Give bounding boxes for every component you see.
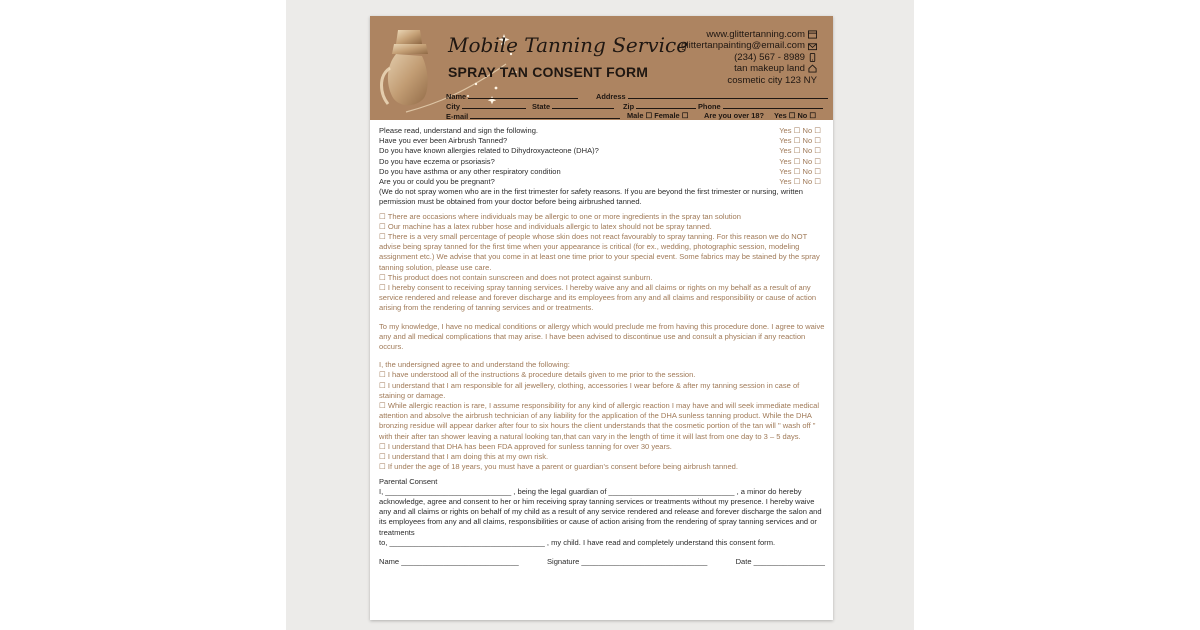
- question-row: [379, 146, 825, 156]
- phone-icon: [808, 53, 817, 62]
- agreement-list: [379, 370, 825, 472]
- disclaimer-item[interactable]: ☐ This product does not contain sunscreen and does not protect against sunburn.: [379, 272, 653, 282]
- field-city[interactable]: City: [446, 101, 526, 111]
- signature-field[interactable]: Signature ______________________________: [547, 556, 708, 566]
- yes-no-checkbox[interactable]: Yes ☐ No ☐: [779, 146, 821, 156]
- field-name[interactable]: Name: [446, 91, 578, 101]
- questions-intro-row: [379, 126, 825, 136]
- agreement-item[interactable]: ☐ If under the age of 18 years, you must have a parent or guardian's consent before being airbrush tanned.: [379, 462, 738, 472]
- form-title: SPRAY TAN CONSENT FORM: [448, 64, 649, 80]
- web-icon: [808, 30, 817, 39]
- question-text: Are you or could you be pregnant?: [379, 177, 495, 187]
- field-email[interactable]: E-mail: [446, 111, 620, 121]
- signature-row: [379, 557, 825, 567]
- disclaimer-list: [379, 212, 825, 314]
- contact-website: www.glittertanning.com: [681, 29, 817, 40]
- agreement-item[interactable]: ☐ I have understood all of the instructions & procedure details given to me prior to the session.: [379, 370, 696, 380]
- parental-consent-heading: Parental Consent: [379, 476, 438, 486]
- yes-no-checkbox[interactable]: Yes ☐ No ☐: [779, 136, 821, 146]
- parental-consent-body[interactable]: I, ______________________________ , being the legal guardian of ______________________________ , a minor do hereby acknowledge, agree and consent to her or him receiving spray tanning services or treatments without my presence. I hereby waive any and all claims or rights on behalf of my child as a result of any service rendered and release and forever discharge the salon and its employees from any and all claims, responsibilities or cause of action arising from the rendering of spray tanning services and or treatments: [379, 486, 822, 537]
- field-over-18[interactable]: Are you over 18?: [704, 111, 764, 120]
- disclaimer-item[interactable]: ☐ Our machine has a latex rubber hose and individuals allergic to latex should not be spray tanned.: [379, 221, 712, 231]
- contact-email: glittertanpainting@email.com: [681, 40, 817, 51]
- disclaimer-item[interactable]: ☐ I hereby consent to receiving spray tanning services. I hereby waive any and all claims or rights on my behalf as a result of any service rendered and release and forever discharge and its employees from any and all claims and responsibility or cause of action arising from the rendering of tanning services and or treatments.: [379, 283, 817, 313]
- form-body: [379, 126, 825, 567]
- parental-consent-to-line[interactable]: to, _____________________________________ , my child. I have read and completely understand this consent form.: [379, 537, 776, 547]
- agreement-intro: I, the undersigned agree to and understand the following:: [379, 360, 570, 370]
- question-row: [379, 136, 825, 146]
- knowledge-paragraph: To my knowledge, I have no medical conditions or allergy which would preclude me from having this procedure done. I agree to waive any and all medical complications that may arise. I have been advised to discontinue use and consult a physician if any reaction occurs.: [379, 321, 825, 352]
- disclaimer-item[interactable]: ☐ There is a very small percentage of people whose skin does not react favourably to spray tanning. For this reason we do NOT advise being spray tanned for the first time when your appearance is critical (for ex., wedding, photographic session, modeling assignment etc.) We advise that you come in at least one time prior to your special event. Some fabrics may be stained by the spray tanning solution, please use care.: [379, 232, 820, 272]
- question-text: Have you ever been Airbrush Tanned?: [379, 136, 508, 146]
- date-field[interactable]: Date _________________: [735, 556, 825, 566]
- yes-no-checkbox[interactable]: Yes ☐ No ☐: [779, 177, 821, 187]
- field-zip[interactable]: Zip: [623, 101, 696, 111]
- questions-intro: Please read, understand and sign the following.: [379, 126, 539, 135]
- consent-form-flyer: [370, 16, 833, 620]
- question-text: Do you have eczema or psoriasis?: [379, 156, 495, 166]
- name-signature-field[interactable]: Name ____________________________: [379, 556, 519, 566]
- mail-icon: [808, 42, 817, 51]
- agreement-item[interactable]: ☐ I understand that DHA has been FDA approved for sunless tanning for over 30 years.: [379, 441, 672, 451]
- contact-info: [681, 29, 817, 86]
- form-header: [370, 16, 833, 120]
- agreement-item[interactable]: ☐ I understand that I am responsible for all jewellery, clothing, accessories I wear before & after my tanning session in case of staining or damage.: [379, 380, 800, 400]
- question-row: [379, 177, 825, 187]
- question-text: Do you have known allergies related to Dihydroxyacteone (DHA)?: [379, 146, 599, 156]
- home-icon: [808, 64, 817, 73]
- disclaimer-item[interactable]: ☐ There are occasions where individuals may be allergic to one or more ingredients in the spray tan solution: [379, 211, 741, 221]
- pregnancy-note: (We do not spray women who are in the first trimester for safety reasons. If you are beyond the first trimester or nursing, written permission must be obtained from your doctor before being airbrushed tanned.: [379, 187, 803, 207]
- agreement-item[interactable]: ☐ I understand that I am doing this at my own risk.: [379, 452, 549, 462]
- field-phone[interactable]: Phone: [698, 101, 823, 111]
- contact-phone: (234) 567 - 8989: [681, 52, 817, 63]
- field-state[interactable]: State: [532, 101, 614, 111]
- contact-address-line1: tan makeup land: [681, 63, 817, 74]
- field-over-18-yes-no[interactable]: Yes ☐ No ☐: [774, 111, 817, 120]
- field-address[interactable]: Address: [596, 91, 828, 101]
- field-gender[interactable]: Male ☐ Female ☐: [627, 111, 689, 120]
- question-text: Do you have asthma or any other respiratory condition: [379, 166, 561, 176]
- yes-no-checkbox[interactable]: Yes ☐ No ☐: [779, 156, 821, 166]
- question-row: [379, 157, 825, 167]
- brand-name: Mobile Tanning Service: [448, 33, 689, 57]
- yes-no-checkbox[interactable]: Yes ☐ No ☐: [779, 166, 821, 176]
- yes-no-checkbox[interactable]: Yes ☐ No ☐: [779, 126, 821, 135]
- question-row: [379, 167, 825, 177]
- contact-address-line2: cosmetic city 123 NY: [727, 74, 817, 86]
- agreement-item[interactable]: ☐ While allergic reaction is rare, I assume responsibility for any kind of allergic reaction I may have and will seek immediate medical attention and absolve the airbrush technician of any liability for the application of the DHA sunless tanning product. While the DHA bronzing residue will appear darker after four to six hours the client understands that the cosmetic portion of the tan will " wash off " with their after tan shower leaving a natural looking tan,that can vary in the length of time it will last from one day to 3 – 5 days.: [379, 401, 820, 441]
